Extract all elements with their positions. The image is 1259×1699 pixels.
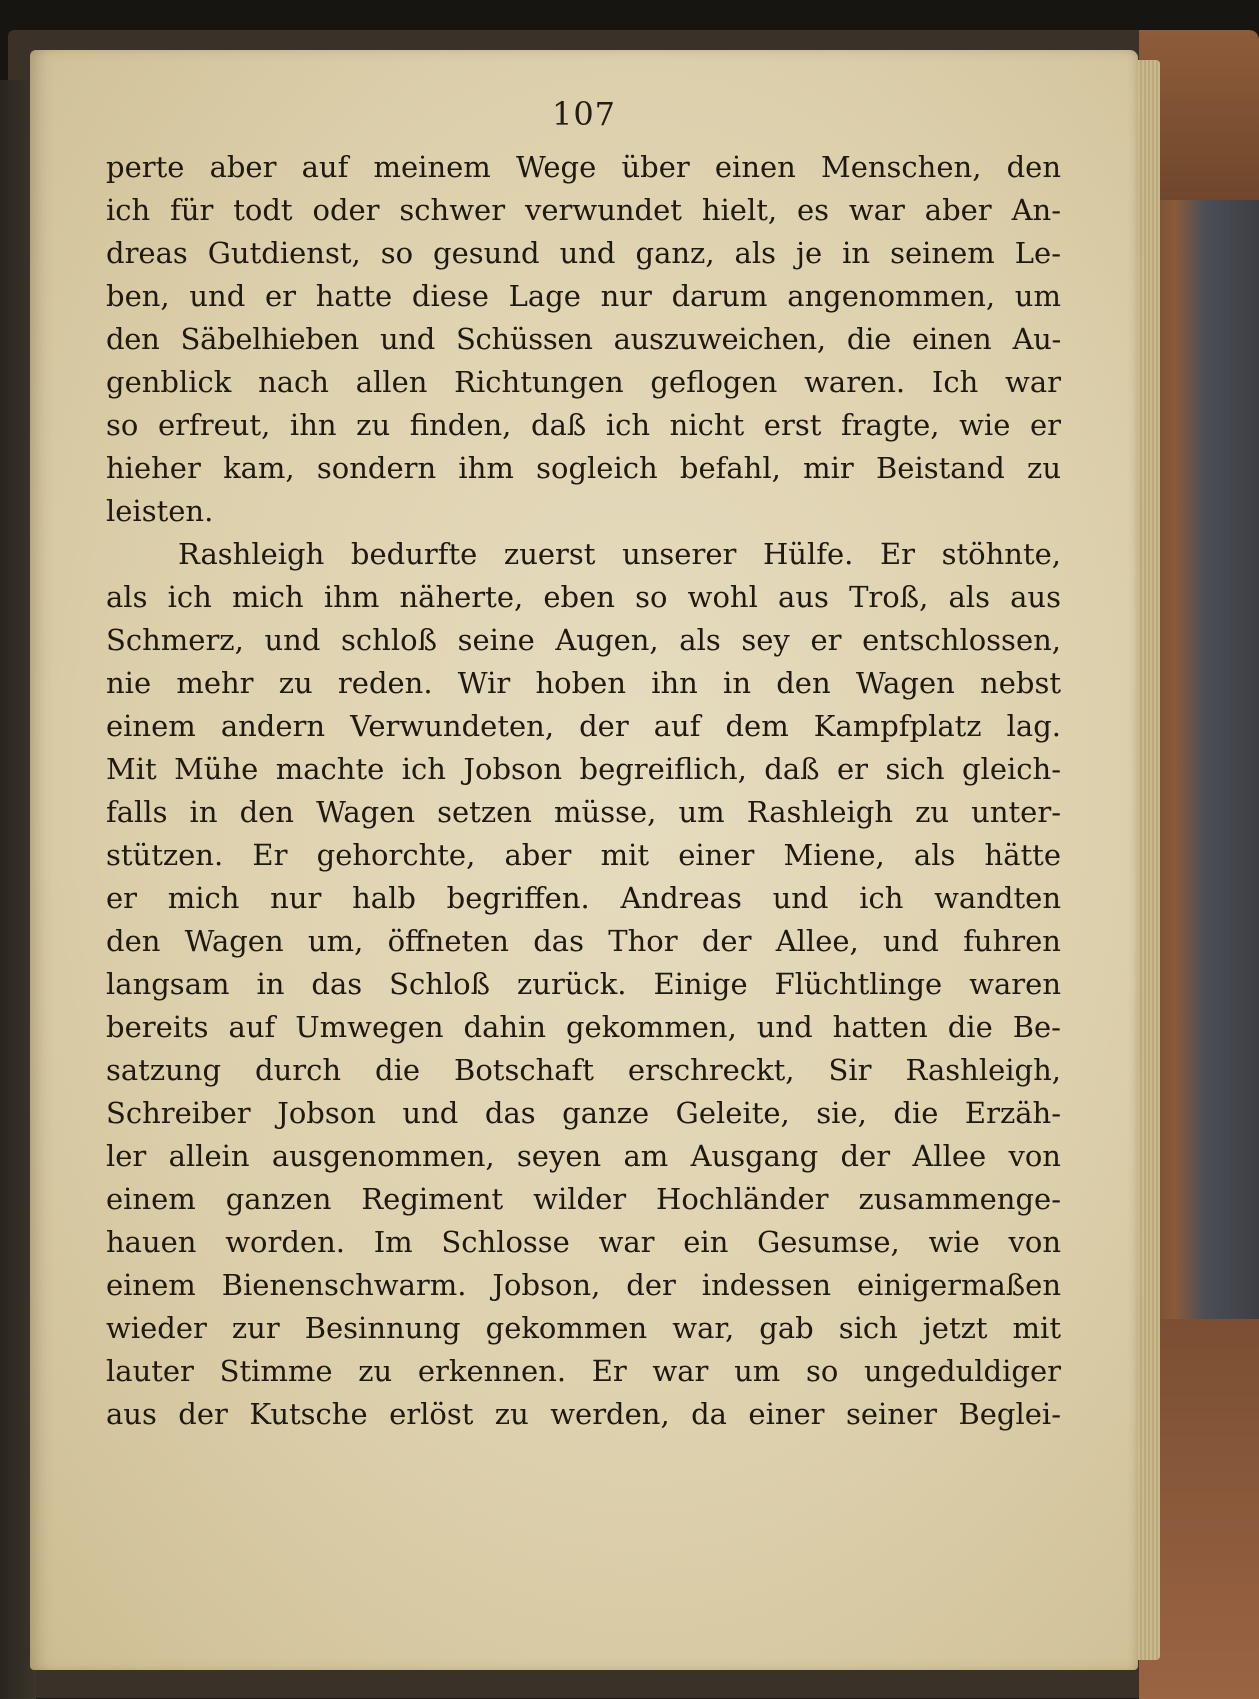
- text-line: nie mehr zu reden. Wir hoben ihn in den Wagen nebst: [106, 666, 1061, 700]
- page-text: [106, 146, 1061, 1436]
- text-line: einem Bienenschwarm. Jobson, der indessen einigermaßen: [106, 1268, 1061, 1302]
- text-line: dreas Gutdienst, so gesund und ganz, als je in seinem Le-: [106, 236, 1061, 270]
- text-line: leisten.: [106, 494, 214, 528]
- text-line: hauen worden. Im Schlosse war ein Gesumse, wie von: [106, 1225, 1061, 1259]
- text-line: einem ganzen Regiment wilder Hochländer zusammenge-: [106, 1182, 1061, 1216]
- text-line: den Wagen um, öffneten das Thor der Allee, und fuhren: [106, 924, 1061, 958]
- text-line: genblick nach allen Richtungen geflogen waren. Ich war: [106, 365, 1061, 399]
- text-line: aus der Kutsche erlöst zu werden, da einer seiner Beglei-: [106, 1397, 1061, 1431]
- text-line: Mit Mühe machte ich Jobson begreiflich, daß er sich gleich-: [106, 752, 1061, 786]
- text-line: den Säbelhieben und Schüssen auszuweichen, die einen Au-: [106, 322, 1061, 356]
- text-line: ler allein ausgenommen, seyen am Ausgang der Allee von: [106, 1139, 1061, 1173]
- text-line: perte aber auf meinem Wege über einen Menschen, den: [106, 150, 1061, 184]
- book-page: [30, 50, 1138, 1670]
- text-line: als ich mich ihm näherte, eben so wohl aus Troß, als aus: [106, 580, 1061, 614]
- text-line: ben, und er hatte diese Lage nur darum angenommen, um: [106, 279, 1061, 313]
- text-line: Schreiber Jobson und das ganze Geleite, sie, die Erzäh-: [106, 1096, 1061, 1130]
- text-line: er mich nur halb begriffen. Andreas und ich wandten: [106, 881, 1061, 915]
- text-line: einem andern Verwundeten, der auf dem Kampfplatz lag.: [106, 709, 1061, 743]
- text-line: so erfreut, ihn zu finden, daß ich nicht erst fragte, wie er: [106, 408, 1061, 442]
- text-line: lauter Stimme zu erkennen. Er war um so ungeduldiger: [106, 1354, 1061, 1388]
- text-line: Schmerz, und schloß seine Augen, als sey er entschlossen,: [106, 623, 1061, 657]
- text-line: stützen. Er gehorchte, aber mit einer Miene, als hätte: [106, 838, 1061, 872]
- text-line: Rashleigh bedurfte zuerst unserer Hülfe. Er stöhnte,: [178, 537, 1061, 571]
- text-line: ich für todt oder schwer verwundet hielt, es war aber An-: [106, 193, 1061, 227]
- text-line: bereits auf Umwegen dahin gekommen, und hatten die Be-: [106, 1010, 1061, 1044]
- text-line: hieher kam, sondern ihm sogleich befahl, mir Beistand zu: [106, 451, 1061, 485]
- text-line: satzung durch die Botschaft erschreckt, Sir Rashleigh,: [106, 1053, 1061, 1087]
- text-line: falls in den Wagen setzen müsse, um Rashleigh zu unter-: [106, 795, 1061, 829]
- page-number: 107: [551, 95, 617, 133]
- text-line: langsam in das Schloß zurück. Einige Flüchtlinge waren: [106, 967, 1061, 1001]
- text-line: wieder zur Besinnung gekommen war, gab sich jetzt mit: [106, 1311, 1061, 1345]
